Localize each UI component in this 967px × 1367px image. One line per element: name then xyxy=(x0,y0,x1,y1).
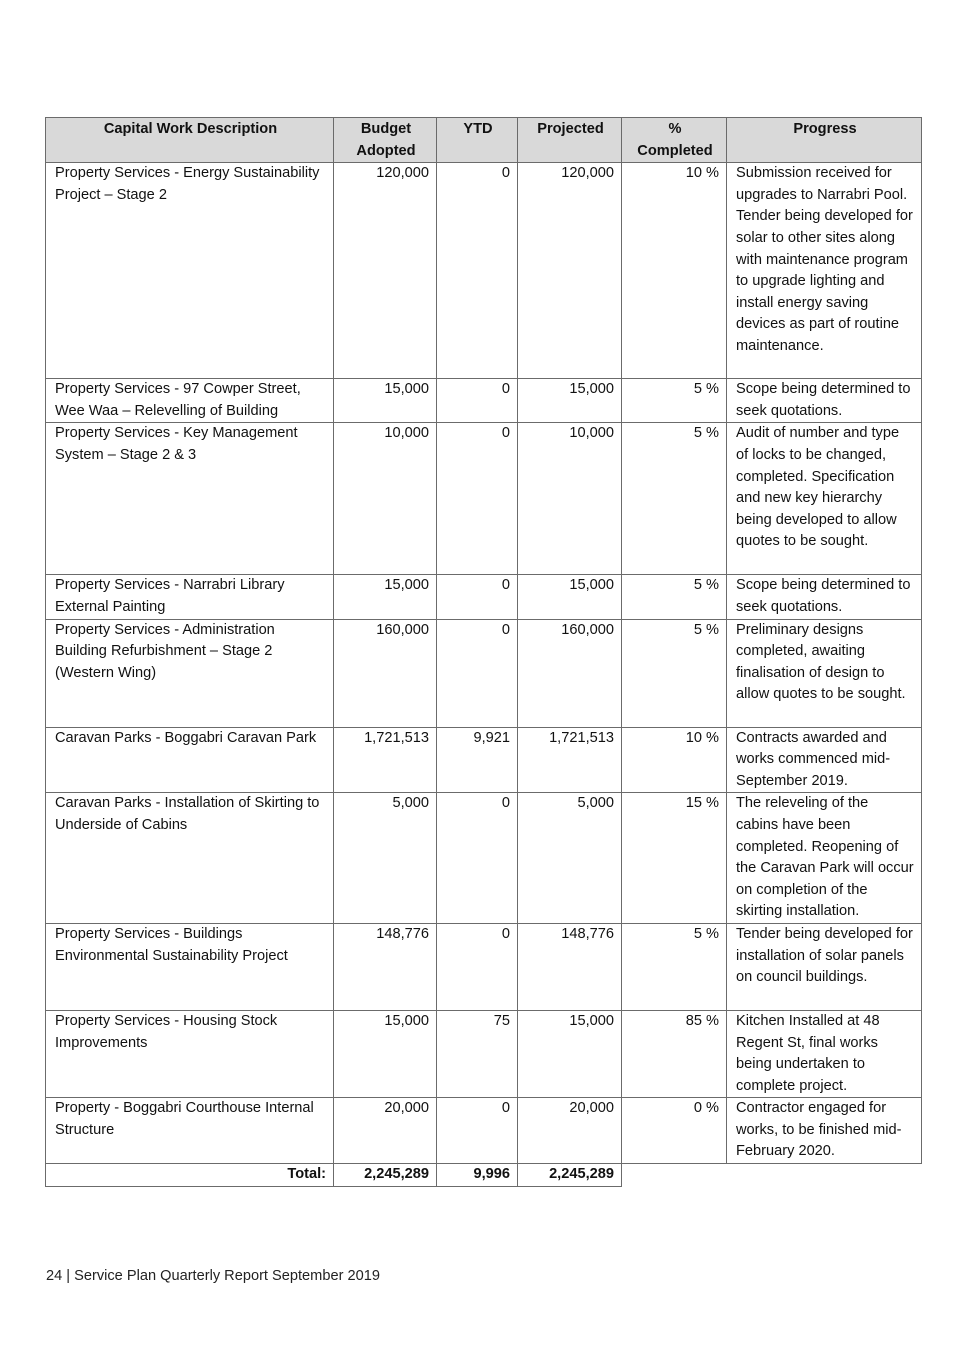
row-percent-completed: 5 % xyxy=(622,423,727,575)
row-ytd: 0 xyxy=(437,619,518,727)
table-row xyxy=(46,923,922,1010)
row-progress: Submission received for upgrades to Narrabri Pool. Tender being developed for solar to other sites along with maintenance program to upgrade lighting and install energy saving devices as part of routine maintenance. xyxy=(727,163,922,379)
row-percent-completed: 0 % xyxy=(622,1098,727,1164)
row-progress: Kitchen Installed at 48 Regent St, final works being undertaken to complete project. xyxy=(727,1010,922,1097)
row-projected: 15,000 xyxy=(518,575,622,619)
table-row xyxy=(46,163,922,379)
row-percent-completed: 5 % xyxy=(622,575,727,619)
row-ytd: 0 xyxy=(437,575,518,619)
total-ytd: 9,996 xyxy=(437,1164,518,1187)
row-description: Property Services - Key Management System – Stage 2 & 3 xyxy=(46,423,334,575)
row-percent-completed: 10 % xyxy=(622,163,727,379)
row-percent-completed: 5 % xyxy=(622,379,727,423)
row-budget: 1,721,513 xyxy=(334,727,437,793)
row-budget: 15,000 xyxy=(334,1010,437,1097)
header-percent-completed: % Completed xyxy=(622,118,727,163)
capital-works-table xyxy=(45,117,922,1187)
row-ytd: 0 xyxy=(437,923,518,1010)
row-budget: 5,000 xyxy=(334,793,437,924)
row-description: Property Services - Buildings Environmental Sustainability Project xyxy=(46,923,334,1010)
row-description: Property Services - 97 Cowper Street, Wee Waa – Relevelling of Building xyxy=(46,379,334,423)
row-projected: 20,000 xyxy=(518,1098,622,1164)
row-projected: 120,000 xyxy=(518,163,622,379)
row-percent-completed: 15 % xyxy=(622,793,727,924)
page-footer: 24 | Service Plan Quarterly Report September 2019 xyxy=(46,1268,380,1284)
row-ytd: 0 xyxy=(437,379,518,423)
row-projected: 1,721,513 xyxy=(518,727,622,793)
total-empty-cell xyxy=(622,1164,727,1187)
total-label: Total: xyxy=(46,1164,334,1187)
header-budget-adopted: Budget Adopted xyxy=(334,118,437,163)
table-row xyxy=(46,423,922,575)
row-projected: 160,000 xyxy=(518,619,622,727)
row-description: Property Services - Administration Building Refurbishment – Stage 2 (Western Wing) xyxy=(46,619,334,727)
row-progress: Preliminary designs completed, awaiting finalisation of design to allow quotes to be sought. xyxy=(727,619,922,727)
row-description: Property Services - Narrabri Library External Painting xyxy=(46,575,334,619)
row-percent-completed: 5 % xyxy=(622,619,727,727)
row-percent-completed: 10 % xyxy=(622,727,727,793)
row-projected: 10,000 xyxy=(518,423,622,575)
total-budget: 2,245,289 xyxy=(334,1164,437,1187)
row-progress: Contracts awarded and works commenced mid-September 2019. xyxy=(727,727,922,793)
table-row xyxy=(46,727,922,793)
row-ytd: 0 xyxy=(437,423,518,575)
table-row xyxy=(46,619,922,727)
row-progress: The releveling of the cabins have been completed. Reopening of the Caravan Park will occur on completion of the skirting installation. xyxy=(727,793,922,924)
row-projected: 15,000 xyxy=(518,379,622,423)
row-progress: Audit of number and type of locks to be changed, completed. Specification and new key hierarchy being developed to allow quotes to be sought. xyxy=(727,423,922,575)
row-description: Property - Boggabri Courthouse Internal Structure xyxy=(46,1098,334,1164)
row-ytd: 75 xyxy=(437,1010,518,1097)
row-progress: Scope being determined to seek quotations. xyxy=(727,379,922,423)
row-budget: 15,000 xyxy=(334,379,437,423)
total-row xyxy=(46,1164,922,1187)
row-budget: 20,000 xyxy=(334,1098,437,1164)
table-row xyxy=(46,793,922,924)
total-projected: 2,245,289 xyxy=(518,1164,622,1187)
row-description: Caravan Parks - Installation of Skirting to Underside of Cabins xyxy=(46,793,334,924)
row-projected: 15,000 xyxy=(518,1010,622,1097)
row-ytd: 0 xyxy=(437,163,518,379)
row-progress: Scope being determined to seek quotations. xyxy=(727,575,922,619)
table-row xyxy=(46,1010,922,1097)
row-percent-completed: 5 % xyxy=(622,923,727,1010)
table-row xyxy=(46,575,922,619)
total-empty-cell xyxy=(727,1164,922,1187)
row-ytd: 0 xyxy=(437,793,518,924)
row-budget: 10,000 xyxy=(334,423,437,575)
row-projected: 148,776 xyxy=(518,923,622,1010)
header-description: Capital Work Description xyxy=(46,118,334,163)
header-ytd: YTD xyxy=(437,118,518,163)
row-budget: 15,000 xyxy=(334,575,437,619)
table-row xyxy=(46,1098,922,1164)
header-projected: Projected xyxy=(518,118,622,163)
row-progress: Contractor engaged for works, to be finished mid-February 2020. xyxy=(727,1098,922,1164)
row-description: Caravan Parks - Boggabri Caravan Park xyxy=(46,727,334,793)
row-budget: 148,776 xyxy=(334,923,437,1010)
table-header-row xyxy=(46,118,922,163)
row-description: Property Services - Energy Sustainability Project – Stage 2 xyxy=(46,163,334,379)
table-row xyxy=(46,379,922,423)
row-ytd: 0 xyxy=(437,1098,518,1164)
row-projected: 5,000 xyxy=(518,793,622,924)
row-ytd: 9,921 xyxy=(437,727,518,793)
row-description: Property Services - Housing Stock Improvements xyxy=(46,1010,334,1097)
header-progress: Progress xyxy=(727,118,922,163)
row-progress: Tender being developed for installation of solar panels on council buildings. xyxy=(727,923,922,1010)
row-percent-completed: 85 % xyxy=(622,1010,727,1097)
row-budget: 160,000 xyxy=(334,619,437,727)
row-budget: 120,000 xyxy=(334,163,437,379)
